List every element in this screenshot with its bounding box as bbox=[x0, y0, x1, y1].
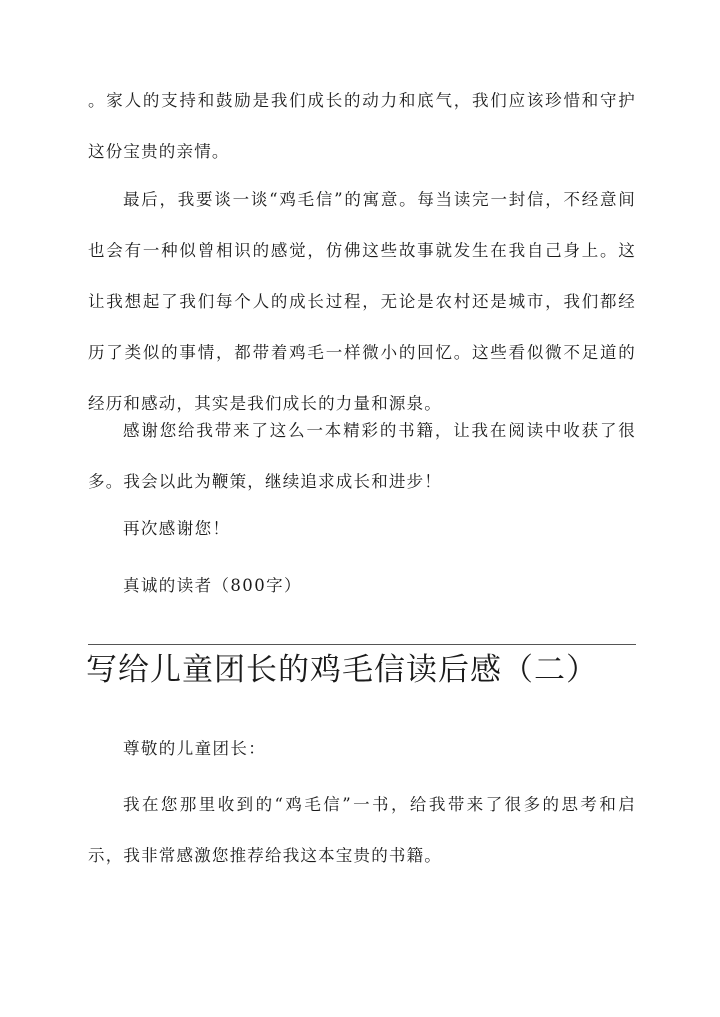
section-divider bbox=[88, 644, 636, 645]
signature: 真诚的读者（800字） bbox=[123, 576, 302, 595]
paragraph-symbolism: 最后，我要谈一谈“鸡毛信”的寓意。每当读完一封信，不经意间也会有一种似曾相识的感觉，仿佛这些故事就发生在我自己身上。这让我想起了我们每个人的成长过程，无论是农村还是城市，我们都经历了类似的事情，都带着鸡毛一样微小的回忆。这些看似微不足道的经历和感动，其实是我们成长的力量和源泉。 bbox=[88, 190, 636, 413]
paragraph-gratitude: 感谢您给我带来了这么一本精彩的书籍，让我在阅读中收获了很多。我会以此为鞭策，继续追求成长和进步！ bbox=[88, 421, 636, 491]
paragraph-received-book: 我在您那里收到的“鸡毛信”一书，给我带来了很多的思考和启示，我非常感激您推荐给我这本宝贵的书籍。 bbox=[88, 795, 636, 865]
paragraph-family-support: 。家人的支持和鼓励是我们成长的动力和底气，我们应该珍惜和守护这份宝贵的亲情。 bbox=[88, 91, 636, 161]
section-heading: 写给儿童团长的鸡毛信读后感（二） bbox=[86, 652, 598, 688]
salutation: 尊敬的儿童团长： bbox=[123, 739, 267, 758]
closing-thanks: 再次感谢您！ bbox=[123, 519, 231, 538]
